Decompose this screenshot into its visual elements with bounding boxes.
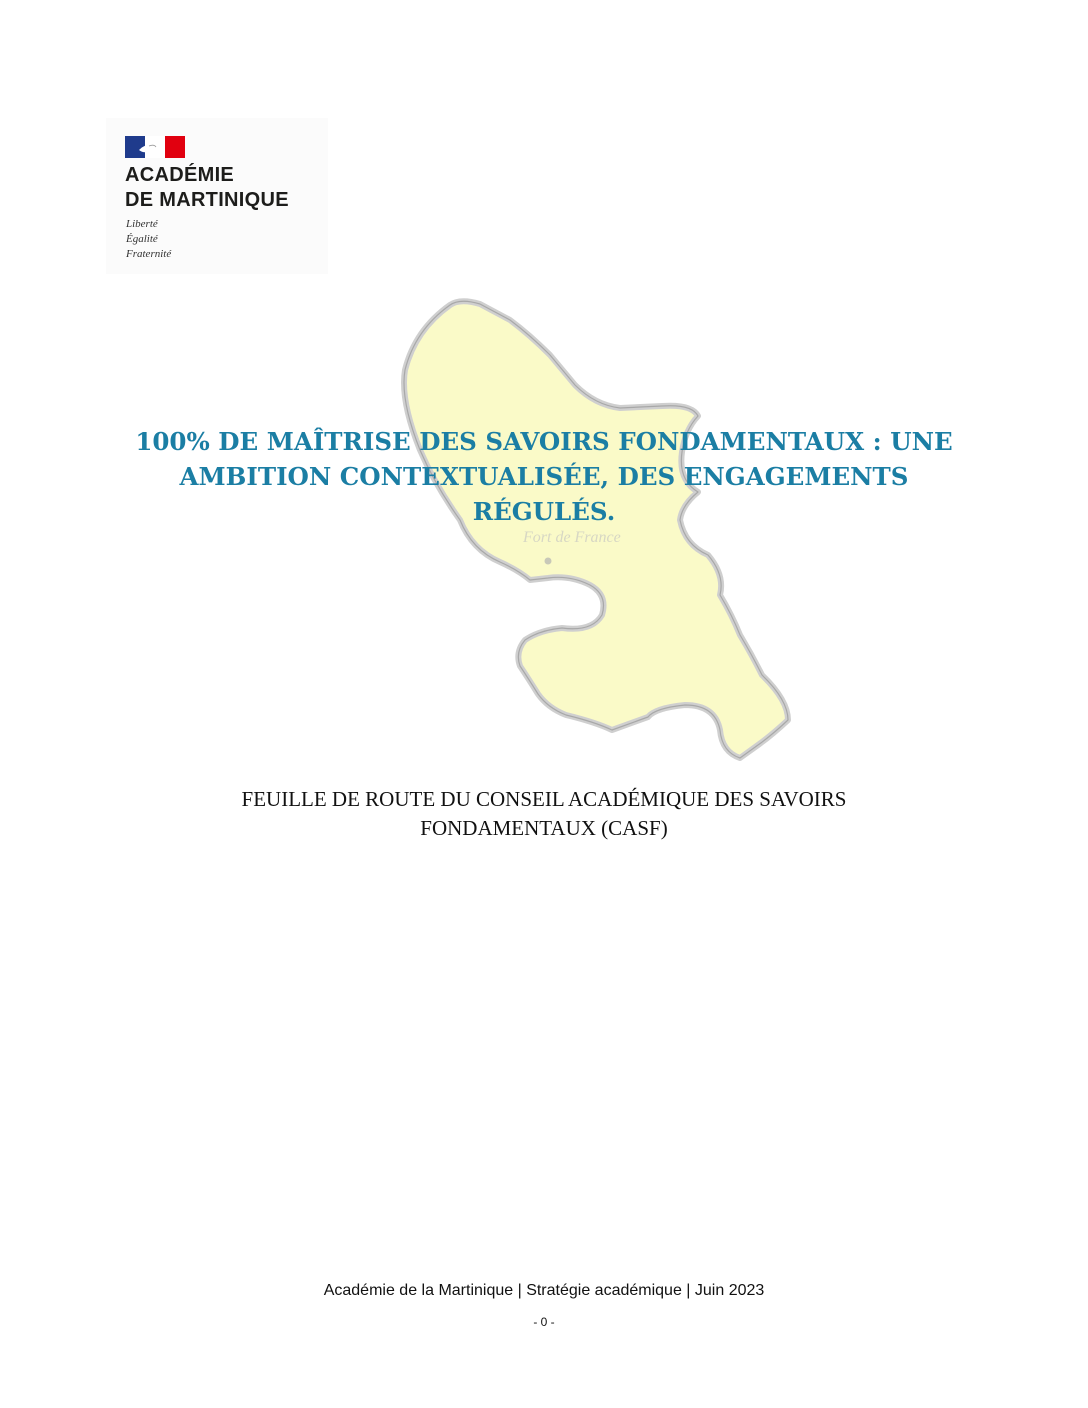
motto-liberte: Liberté — [126, 218, 158, 230]
marianne-flag-icon — [125, 136, 185, 158]
map-label-fort-de-france: Fort de France — [523, 529, 621, 546]
title-line-3: RÉGULÉS. — [472, 497, 616, 526]
subtitle-line-1: FEUILLE DE ROUTE DU CONSEIL ACADÉMIQUE DES SAVOIRS — [241, 787, 847, 811]
logo-motto — [126, 217, 171, 262]
academy-logo — [106, 118, 328, 274]
logo-title — [125, 163, 289, 213]
fort-de-france-marker — [545, 558, 552, 565]
martinique-map — [380, 290, 810, 790]
subtitle-line-2: FONDAMENTAUX (CASF) — [420, 816, 668, 840]
title-line-1: 100% DE MAÎTRISE DES SAVOIRS FONDAMENTAUX : UNE — [135, 427, 953, 456]
document-title — [110, 424, 978, 529]
motto-egalite: Égalité — [126, 233, 158, 245]
document-subtitle — [110, 785, 978, 843]
page-footer: Académie de la Martinique | Stratégie académique | Juin 2023 — [323, 1282, 765, 1299]
logo-line-1: ACADÉMIE — [125, 164, 235, 186]
title-line-2: AMBITION CONTEXTUALISÉE, DES ENGAGEMENTS — [179, 462, 909, 491]
page-number: - 0 - — [533, 1315, 555, 1329]
motto-fraternite: Fraternité — [126, 248, 172, 260]
logo-line-2: DE MARTINIQUE — [125, 189, 289, 211]
